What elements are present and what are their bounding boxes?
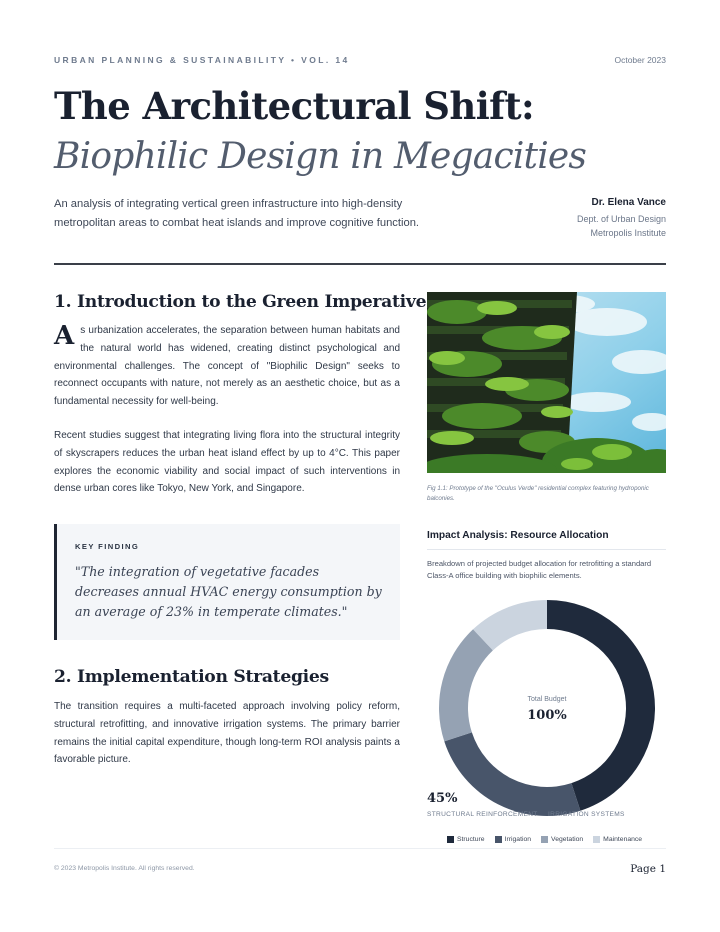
building-photo — [427, 292, 666, 473]
abstract: An analysis of integrating vertical green infrastructure into high-density metropolitan areas to combat heat islands and improve cognitive function. — [54, 198, 420, 229]
legend-swatch — [447, 836, 454, 843]
author-institution: Metropolis Institute — [590, 228, 666, 238]
legend-swatch — [593, 836, 600, 843]
vertical-forest-illustration — [427, 292, 666, 473]
section-1-paragraph-2: Recent studies suggest that integrating living flora into the structural integrity of skyscrapers reduces the urban heat island effect by up to 4°C. This paper explores the economic viability and social impact of such interventions in dense urban cores like Tokyo, New York, and Singapore. — [54, 430, 400, 495]
annotation-label-structural: STRUCTURAL REINFORCEMENT — [427, 811, 538, 818]
legend-label: Structure — [457, 835, 485, 843]
footer-divider — [54, 848, 666, 849]
journal-name: URBAN PLANNING & SUSTAINABILITY • VOL. 14 — [54, 55, 350, 65]
figure-caption: Fig 1.1: Prototype of the "Oculus Verde" residential complex featuring hydroponic balconies. — [427, 485, 649, 502]
drop-cap: A — [54, 321, 75, 351]
legend-label: Maintenance — [603, 835, 643, 843]
donut-slice-structure — [547, 600, 655, 811]
callout-quote: "The integration of vegetative facades decreases annual HVAC energy consumption by an average of 23% in temperate climates." — [75, 564, 382, 619]
donut-slice-irrigation — [444, 732, 580, 816]
running-header — [54, 55, 666, 69]
callout-label: KEY FINDING — [75, 542, 140, 551]
legend-item-vegetation — [541, 834, 583, 844]
donut-center-value: 100% — [527, 708, 567, 723]
annotation-value: 45% — [427, 791, 458, 806]
section-2-paragraph: The transition requires a multi-faceted approach involving policy reform, structural retrofitting, and innovative irrigation systems. The primary barrier remains the initial capital expenditure, though long-term ROI analysis paints a favorable picture. — [54, 701, 400, 766]
article-title: The Architectural Shift: — [54, 84, 535, 128]
legend-label: Vegetation — [551, 835, 584, 843]
section-1-heading: 1. Introduction to the Green Imperative — [54, 292, 427, 312]
donut-slice-vegetation — [439, 629, 493, 741]
title-divider — [54, 263, 666, 265]
copyright: © 2023 Metropolis Institute. All rights reserved. — [54, 865, 195, 872]
page-number: Page 1 — [630, 863, 666, 875]
section-1-paragraph-1 — [54, 322, 400, 411]
legend-label: Irrigation — [504, 835, 532, 843]
author-name: Dr. Elena Vance — [591, 197, 666, 208]
section-2-heading: 2. Implementation Strategies — [54, 667, 329, 687]
annotation-label-irrigation: IRRIGATION SYSTEMS — [548, 811, 625, 818]
legend-item-irrigation — [495, 834, 531, 844]
donut-center-label: Total Budget — [527, 696, 567, 703]
chart-title-divider — [427, 549, 666, 550]
legend-item-structure — [447, 834, 485, 844]
chart-legend — [447, 834, 642, 844]
author-department: Dept. of Urban Design — [576, 213, 666, 224]
issue-date: October 2023 — [614, 55, 666, 65]
chart-subtitle: Breakdown of projected budget allocation for retrofitting a standard Class-A office building with biophilic elements. — [427, 559, 652, 581]
legend-item-maintenance — [593, 834, 642, 844]
section-1-paragraph-1-text: s urbanization accelerates, the separation between human habitats and the natural world has widened, creating distinct psychological and environmental challenges. The concept of "Biophilic Design" seeks to reconnect occupants with nature, not merely as an aesthetic choice, but as a fundamental necessity for well-being. — [54, 325, 400, 408]
key-finding-callout — [54, 524, 400, 640]
article-subtitle: Biophilic Design in Megacities — [54, 136, 587, 177]
chart-title: Impact Analysis: Resource Allocation — [427, 530, 609, 541]
author-block — [577, 196, 666, 241]
legend-swatch — [541, 836, 548, 843]
legend-swatch — [495, 836, 502, 843]
